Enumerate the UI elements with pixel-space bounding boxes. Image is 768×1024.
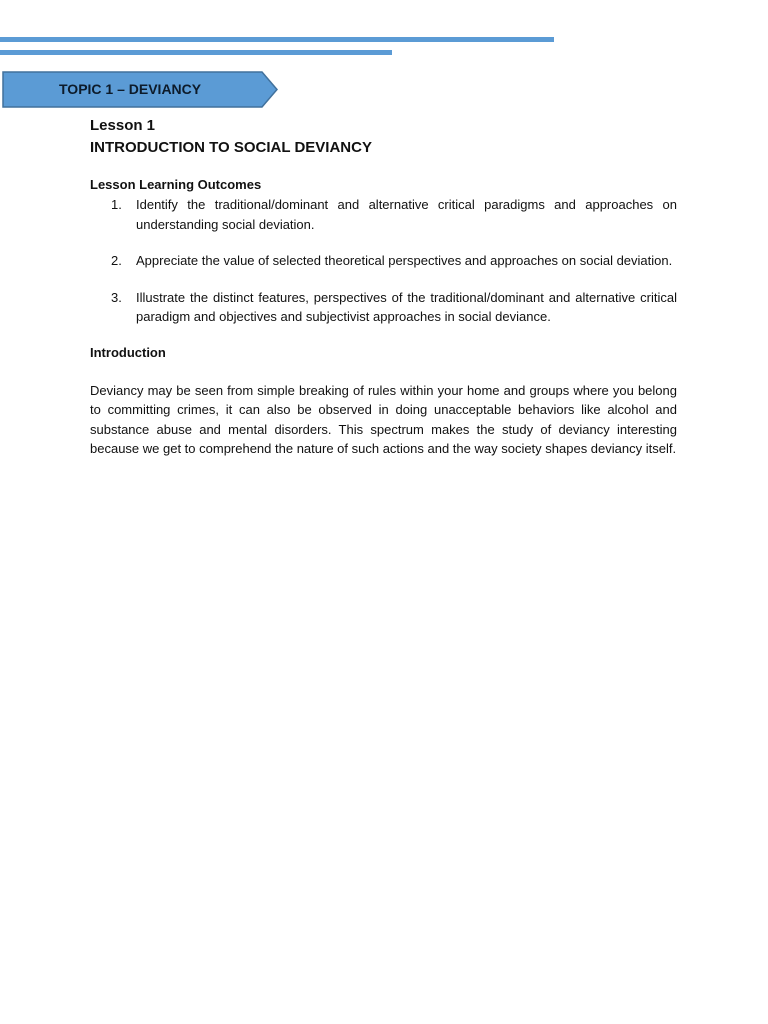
outcome-number: 1. <box>111 197 122 212</box>
lesson-content <box>90 116 677 459</box>
topic-banner <box>2 71 278 108</box>
introduction-heading: Introduction <box>90 344 166 360</box>
outcome-text: Illustrate the distinct features, perspectives of the traditional/dominant and alternative critical paradigm and objectives and subjectivist approaches in social deviance. <box>136 289 677 324</box>
outcome-text: Appreciate the value of selected theoretical perspectives and approaches on social deviation. <box>136 253 673 268</box>
lesson-number: Lesson 1 <box>90 117 156 134</box>
topic-title: TOPIC 1 – DEVIANCY <box>59 81 202 97</box>
outcome-item <box>90 195 677 234</box>
header-rule-long <box>0 37 554 42</box>
outcomes-list <box>90 195 677 327</box>
outcome-item <box>90 288 677 327</box>
outcome-number: 2. <box>111 253 122 268</box>
lesson-title: INTRODUCTION TO SOCIAL DEVIANCY <box>90 139 372 156</box>
outcomes-heading: Lesson Learning Outcomes <box>90 177 262 192</box>
outcome-item <box>90 251 677 271</box>
outcome-text: Identify the traditional/dominant and alternative critical paradigms and approaches on understanding social deviation. <box>136 197 677 232</box>
outcome-number: 3. <box>111 289 122 305</box>
introduction-paragraph: Deviancy may be seen from simple breaking of rules within your home and groups where you belong to committing crimes, it can also be observed in doing unacceptable behaviors like alcohol and substance abuse and mental disorders. This spectrum makes the study of deviancy interesting because we get to comprehend the nature of such actions and the way society shapes deviancy itself. <box>90 382 677 456</box>
header-rule-short <box>0 50 392 55</box>
